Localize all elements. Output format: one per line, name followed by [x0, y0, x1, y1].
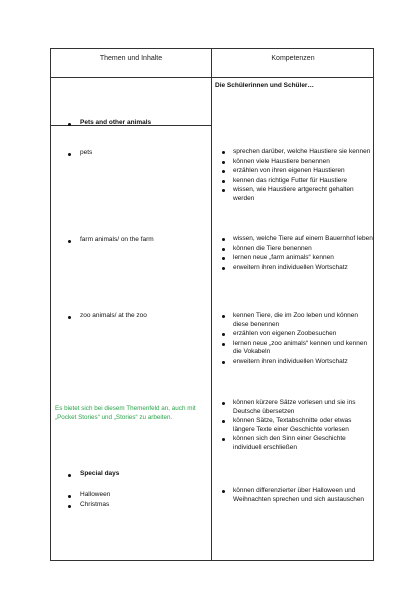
list-item: erweitern ihren individuellen Wortschatz — [233, 358, 373, 367]
list-item: lernen neue „zoo animals“ kennen und kennen die Vokabeln — [233, 340, 373, 357]
bullet — [68, 123, 71, 126]
list-item: erzählen von ihren eigenen Haustieren — [233, 167, 373, 176]
list-item: können differenzierter über Halloween und Weihnachten sprechen und sich austauschen — [233, 487, 373, 504]
list-item: können Sätze, Textabschnitte oder etwas längere Texte einer Geschichte vorlesen — [233, 417, 373, 434]
curriculum-table — [50, 48, 374, 561]
topic-halloween: Halloween — [80, 491, 111, 498]
list-item: können sich den Sinn einer Geschichte individuell erschließen — [233, 435, 373, 452]
competencies-special-days — [233, 487, 373, 505]
bullet — [68, 240, 71, 243]
topic-zoo-animals: zoo animals/ at the zoo — [80, 312, 147, 319]
bullet — [68, 316, 71, 319]
competencies-zoo — [233, 312, 373, 368]
list-item: können die Tiere benennen — [233, 245, 373, 254]
list-item: kennen Tiere, die im Zoo leben und können diese benennen — [233, 312, 373, 329]
topic-christmas: Christmas — [80, 501, 110, 508]
pupils-intro: Die Schülerinnen und Schüler… — [215, 82, 314, 89]
list-item: wissen, welche Tiere auf einem Bauernhof leben — [233, 235, 373, 242]
competencies-stories — [233, 399, 373, 454]
topic-special-days: Special days — [80, 470, 120, 477]
competencies-farm — [233, 235, 373, 273]
list-item: sprechen darüber, welche Haustiere sie kennen — [233, 148, 373, 157]
list-item: können viele Haustiere benennen — [233, 158, 373, 167]
topic-pets-and-animals: Pets and other animals — [80, 119, 152, 126]
list-item: kennen das richtige Futter für Haustiere — [233, 177, 373, 186]
stories-note: Es bietet sich bei diesem Themenfeld an, auch mit „Pocket Stories“ und „Stories“ zu arbeiten. — [55, 405, 196, 421]
bullet — [68, 505, 71, 508]
bullet — [68, 153, 71, 156]
bullet — [68, 495, 71, 498]
topic-pets: pets — [80, 149, 93, 156]
header-competencies: Kompetenzen — [271, 55, 315, 62]
list-item: erweitern ihren individuellen Wortschatz — [233, 264, 373, 273]
bullet — [68, 474, 71, 477]
topic-farm-animals: farm animals/ on the farm — [80, 236, 154, 243]
header-divider — [51, 77, 373, 78]
list-item: können kürzere Sätze vorlesen und sie ins Deutsche übersetzen — [233, 399, 373, 416]
list-item: erzählen von eigenen Zoobesuchen — [233, 330, 373, 339]
competencies-pets — [233, 148, 373, 205]
list-item: wissen, wie Haustiere artgerecht gehalten werden — [233, 186, 373, 203]
column-divider — [211, 49, 212, 560]
header-themes: Themen und Inhalte — [99, 55, 163, 62]
list-item: lernen neue „farm animals“ kennen — [233, 254, 373, 263]
